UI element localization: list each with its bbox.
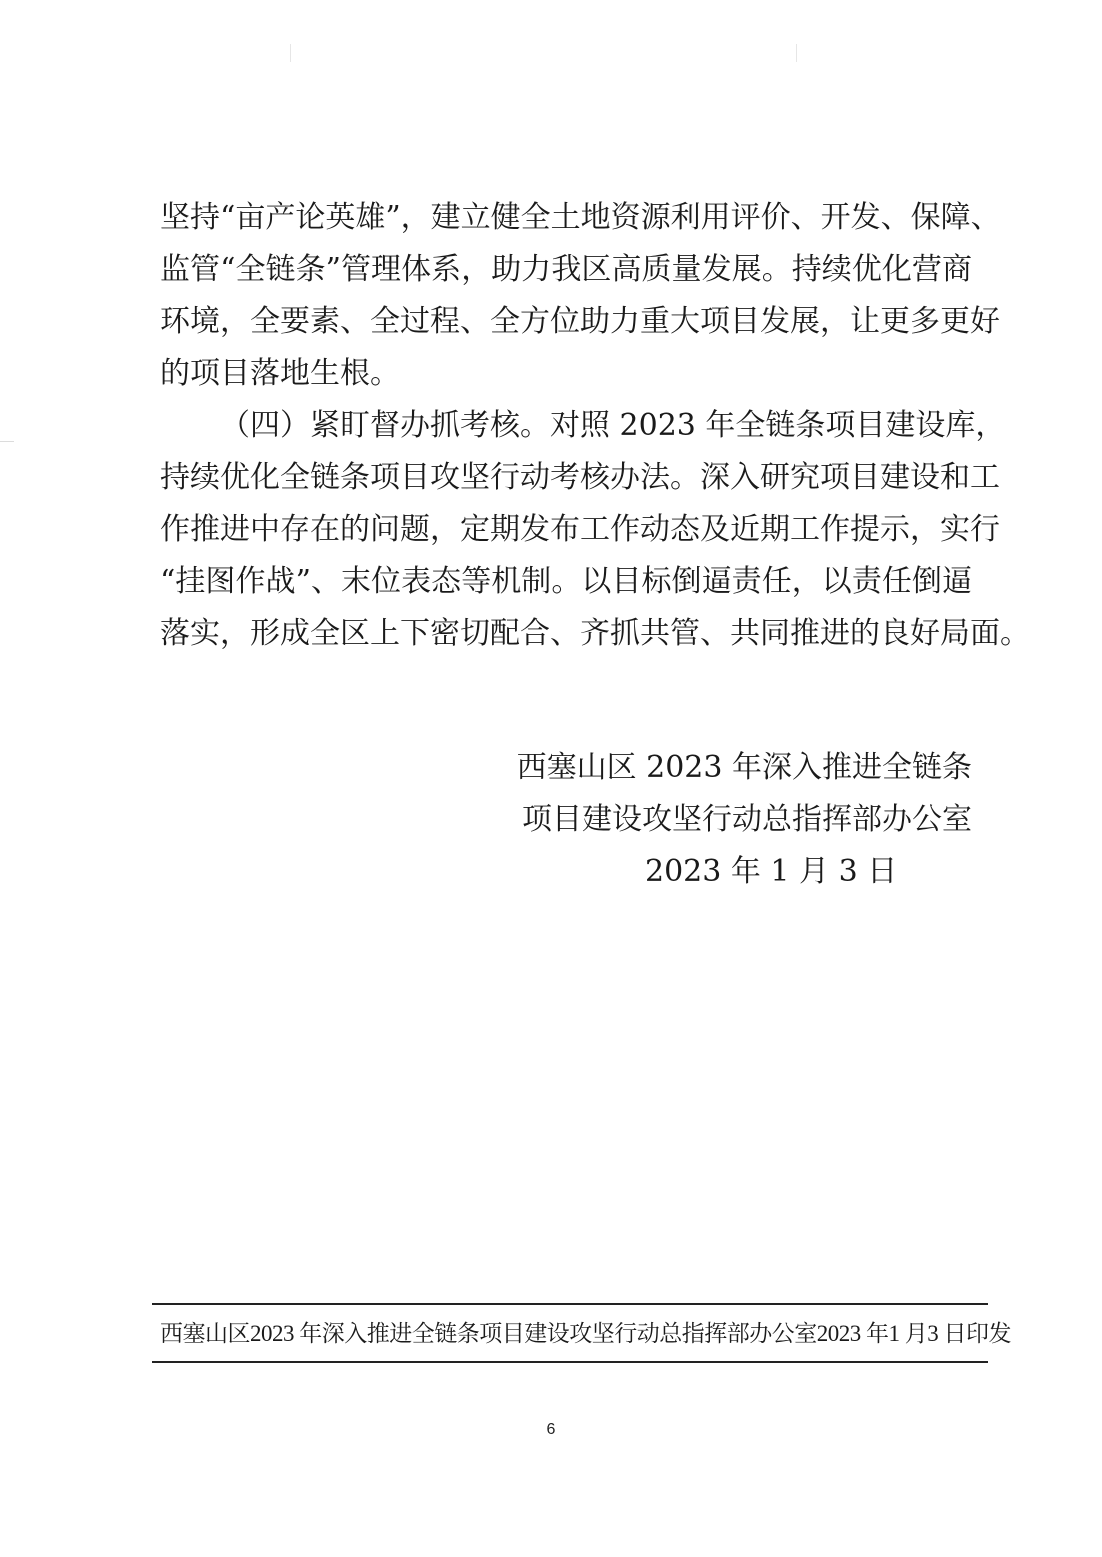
text-line: 监管“全链条”管理体系，助力我区高质量发展。持续优化营商: [160, 252, 972, 287]
signature-org-line: 项目建设攻坚行动总指挥部办公室: [522, 802, 972, 837]
scan-mark: [796, 44, 797, 62]
text-line: 作推进中存在的问题，定期发布工作动态及近期工作提示，实行: [160, 512, 1000, 547]
text-line: 落实，形成全区上下密切配合、齐抓共管、共同推进的良好局面。: [160, 616, 1030, 651]
signature-date: 2023 年 1 月 3 日: [645, 854, 898, 889]
scan-mark: [290, 44, 291, 62]
footer-top-rule: [152, 1303, 988, 1305]
paragraph-supervision: [160, 400, 1030, 660]
text-line: 环境，全要素、全过程、全方位助力重大项目发展，让更多更好: [160, 304, 1000, 339]
signature-block: [500, 742, 972, 898]
text-line: 坚持“亩产论英雄”，建立健全土地资源利用评价、开发、保障、: [160, 200, 1001, 235]
body-text: [160, 192, 1030, 660]
edge-mark: [0, 441, 14, 442]
text-line: （四）紧盯督办抓考核。对照 2023 年全链条项目建设库，: [220, 408, 1006, 443]
text-line: 持续优化全链条项目攻坚行动考核办法。深入研究项目建设和工: [160, 460, 1000, 495]
footer-issue-date: 2023 年1 月3 日印发: [816, 1321, 1011, 1346]
paragraph-continuation: [160, 192, 1001, 400]
footer-issuer: 西塞山区2023 年深入推进全链条项目建设攻坚行动总指挥部办公室: [160, 1321, 817, 1346]
page-number: 6: [546, 1421, 556, 1438]
text-line: 的项目落地生根。: [160, 356, 400, 391]
footer-issue-line: [160, 1316, 1011, 1352]
footer-bottom-rule: [152, 1361, 988, 1363]
text-line: “挂图作战”、末位表态等机制。以目标倒逼责任，以责任倒逼: [160, 564, 972, 599]
signature-org-line: 西塞山区 2023 年深入推进全链条: [516, 750, 972, 785]
